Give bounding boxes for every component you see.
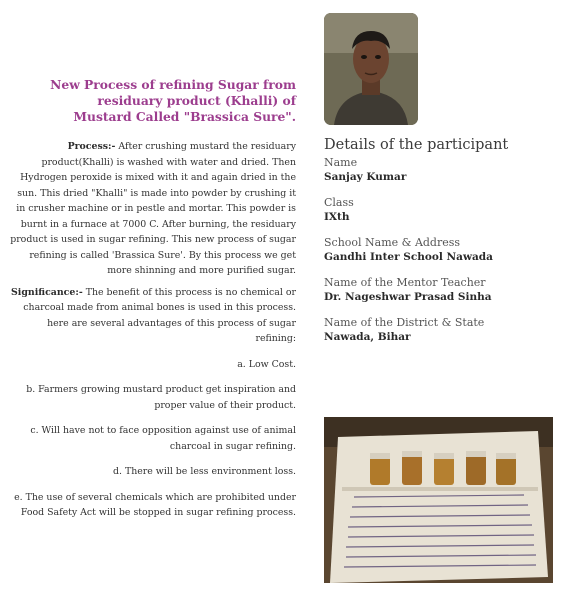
significance-label: Significance:- [11, 286, 83, 298]
significance-paragraph [10, 285, 296, 347]
participant-name-field [324, 156, 406, 184]
details-heading: Details of the participant [324, 137, 509, 153]
advantage-point: a. Low Cost. [237, 358, 296, 370]
title-line: New Process of refining Sugar from [50, 77, 296, 92]
article-body [10, 139, 296, 521]
field-value: Dr. Nageshwar Prasad Sinha [324, 291, 492, 303]
participant-photo [324, 13, 418, 125]
advantage-point: b. Farmers growing mustard product get inspiration and proper value of their product. [26, 384, 296, 411]
process-text: After crushing mustard the residuary product(Khalli) is washed with water and dried. Then Hydrogen peroxide is mixed with it and again dried in the sun. This dried "Khalli" is made into powder by crushing it in crusher machine or in pestle and mortar. This powder is burnt in a furnace at 7000 C. After burning, the residuary product is used in sugar refining. This new process of sugar refining is called 'Brassica Sure'. By this process we get more shinning and more purified sugar. [10, 141, 296, 276]
field-label: Name [324, 156, 358, 169]
field-label: Name of the Mentor Teacher [324, 276, 486, 289]
field-label: School Name & Address [324, 236, 461, 249]
field-value: Sanjay Kumar [324, 171, 407, 183]
exhibit-photo [324, 417, 553, 583]
title-line: residuary product (Khalli) of [97, 93, 296, 108]
exhibit-image [324, 417, 553, 583]
title-line: Mustard Called "Brassica Sure". [73, 109, 296, 124]
portrait-image [324, 13, 418, 125]
process-label: Process:- [67, 141, 116, 152]
advantage-point: e. The use of several chemicals which are prohibited under Food Safety Act will be stopped in sugar refining process. [14, 491, 296, 518]
participant-mentor-field [324, 276, 492, 304]
advantage-point: c. Will have not to face opposition against use of animal charcoal in sugar refining. [30, 425, 296, 452]
field-label: Class [324, 196, 354, 209]
participant-class-field [324, 196, 354, 224]
process-paragraph [10, 139, 296, 279]
article-title [46, 77, 296, 125]
field-value: IXth [324, 211, 350, 223]
significance-text: The benefit of this process is no chemical or charcoal made from animal bones is used in this process. here are several advantages of this process of sugar refining: [23, 286, 296, 344]
field-label: Name of the District & State [324, 316, 485, 329]
advantage-point: d. There will be less environment loss. [112, 466, 296, 477]
field-value: Gandhi Inter School Nawada [324, 251, 493, 263]
field-value: Nawada, Bihar [324, 331, 411, 343]
participant-district-field [324, 316, 484, 344]
participant-school-field [324, 236, 493, 264]
